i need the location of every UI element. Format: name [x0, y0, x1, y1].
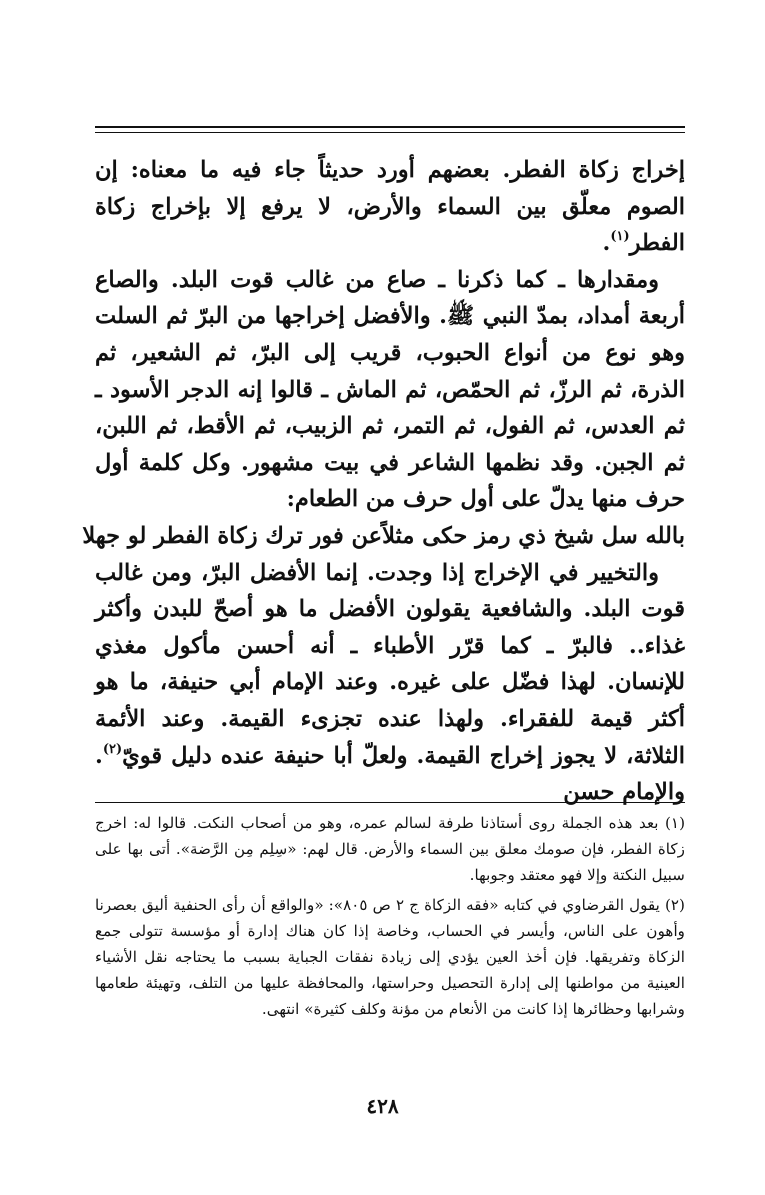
- footnotes: [95, 810, 685, 1026]
- footnote-ref-1: (١): [610, 229, 630, 245]
- header-rule-thick: [95, 126, 685, 128]
- footnote-ref-2: (٢): [102, 741, 123, 757]
- page-number: ٤٢٨: [366, 1094, 399, 1118]
- paragraph-3-text: والتخيير في الإخراج إذا وجدت. إنما الأفضل البرّ، ومن غالب قوت البلد. والشافعية يقولون الأفضل ما هو أصحّ للبدن وأكثر غذاء.. فالبرّ ـ كما قرّر الأطباء ـ أنه أحسن مأكول مغذي للإنسان. لهذا فضّل على غيره. وعند الإمام أبي حنيفة، ما هو أكثر قيمة للفقراء. ولهذا عنده تجزىء القيمة. وعند الأئمة الثلاثة، لا يجوز إخراج القيمة. ولعلّ أبا حنيفة عنده دليل قويّ: [95, 559, 685, 769]
- paragraph-1-text: إخراج زكاة الفطر. بعضهم أورد حديثاً جاء فيه ما معناه: إن الصوم معلّق بين السماء والأرض، لا يرفع إلا بإخراج زكاة الفطر: [95, 157, 685, 257]
- paragraph-3-tail: والإمام حسن: [563, 779, 685, 806]
- main-text: [82, 152, 685, 811]
- paragraph-2: ومقدارها ـ كما ذكرنا ـ صاع من غالب قوت البلد. والصاع أربعة أمداد، بمدّ النبي ﷺ. والأفضل إخراجها من البرّ ثم السلت وهو نوع من أنواع الحبوب، قريب إلى البرّ، ثم الشعير، ثم الذرة، ثم الرزّ، ثم الحمّص، ثم الماش ـ قالوا إنه الدجر الأسود ـ ثم العدس، ثم الفول، ثم التمر، ثم الزبيب، ثم الأقط، ثم اللبن، ثم الجبن. وقد نظمها الشاعر في بيت مشهور. وكل كلمة أول حرف منها يدلّ على أول حرف من الطعام:: [95, 266, 685, 513]
- paragraph-3: والتخيير في الإخراج إذا وجدت. إنما الأفضل البرّ، ومن غالب قوت البلد. والشافعية يقولون الأفضل ما هو أصحّ للبدن وأكثر غذاء.. فالبرّ ـ كما قرّر الأطباء ـ أنه أحسن مأكول مغذي للإنسان. لهذا فضّل على غيره. وعند الإمام أبي حنيفة، ما هو أكثر قيمة للفقراء. ولهذا عنده تجزىء القيمة. وعند الأئمة الثلاثة، لا يجوز إخراج القيمة. ولعلّ أبا حنيفة عنده دليل قويّ$^{(٢)}$. والإمام حسن: [95, 559, 685, 806]
- footnote-2: (٢) يقول القرضاوي في كتابه «فقه الزكاة ج ٢ ص ٨٠٥»: «والواقع أن رأى الحنفية أليق بعصرنا وأهون على الناس، وأيسر في الحساب، وخاصة إذا كان هناك إدارة أو مؤسسة تتولى جمع الزكاة وتفريقها. فإن أخذ العين يؤدي إلى زيادة نفقات الجباية بسبب ما يحتاجه نقل الأشياء العينية من مواطنها إلى إدارة التحصيل وحراستها، والمحافظة عليها من التلف، وتهيئة طعامها وشرابها وحظائرها إذا كانت من الأنعام من مؤنة وكلف كثيرة» انتهى.: [95, 896, 685, 1018]
- footnote-1: (١) بعد هذه الجملة روى أستاذنا طرفة لسالم عمره، وهو من أصحاب النكت. قالوا له: اخرج زكاة الفطر، فإن صومك معلق بين السماء والأرض. قال لهم: «سِلِم مِن الرَّضة». أتى بها على سبيل النكتة وإلا فهو معتقد وجوبها.: [95, 814, 685, 884]
- paragraph-1: إخراج زكاة الفطر. بعضهم أورد حديثاً جاء فيه ما معناه: إن الصوم معلّق بين السماء والأرض، لا يرفع إلا بإخراج زكاة الفطر$^{(١)}$.: [95, 157, 685, 257]
- verse-second-hemistich: عن فور ترك زكاة الفطر لو جهلا: [82, 522, 383, 549]
- footnote-separator: [95, 802, 685, 803]
- verse-first-hemistich: بالله سل شيخ ذي رمز حكى مثلاً: [382, 522, 685, 549]
- poetry-verse: [82, 518, 685, 555]
- header-rule-thin: [95, 132, 685, 133]
